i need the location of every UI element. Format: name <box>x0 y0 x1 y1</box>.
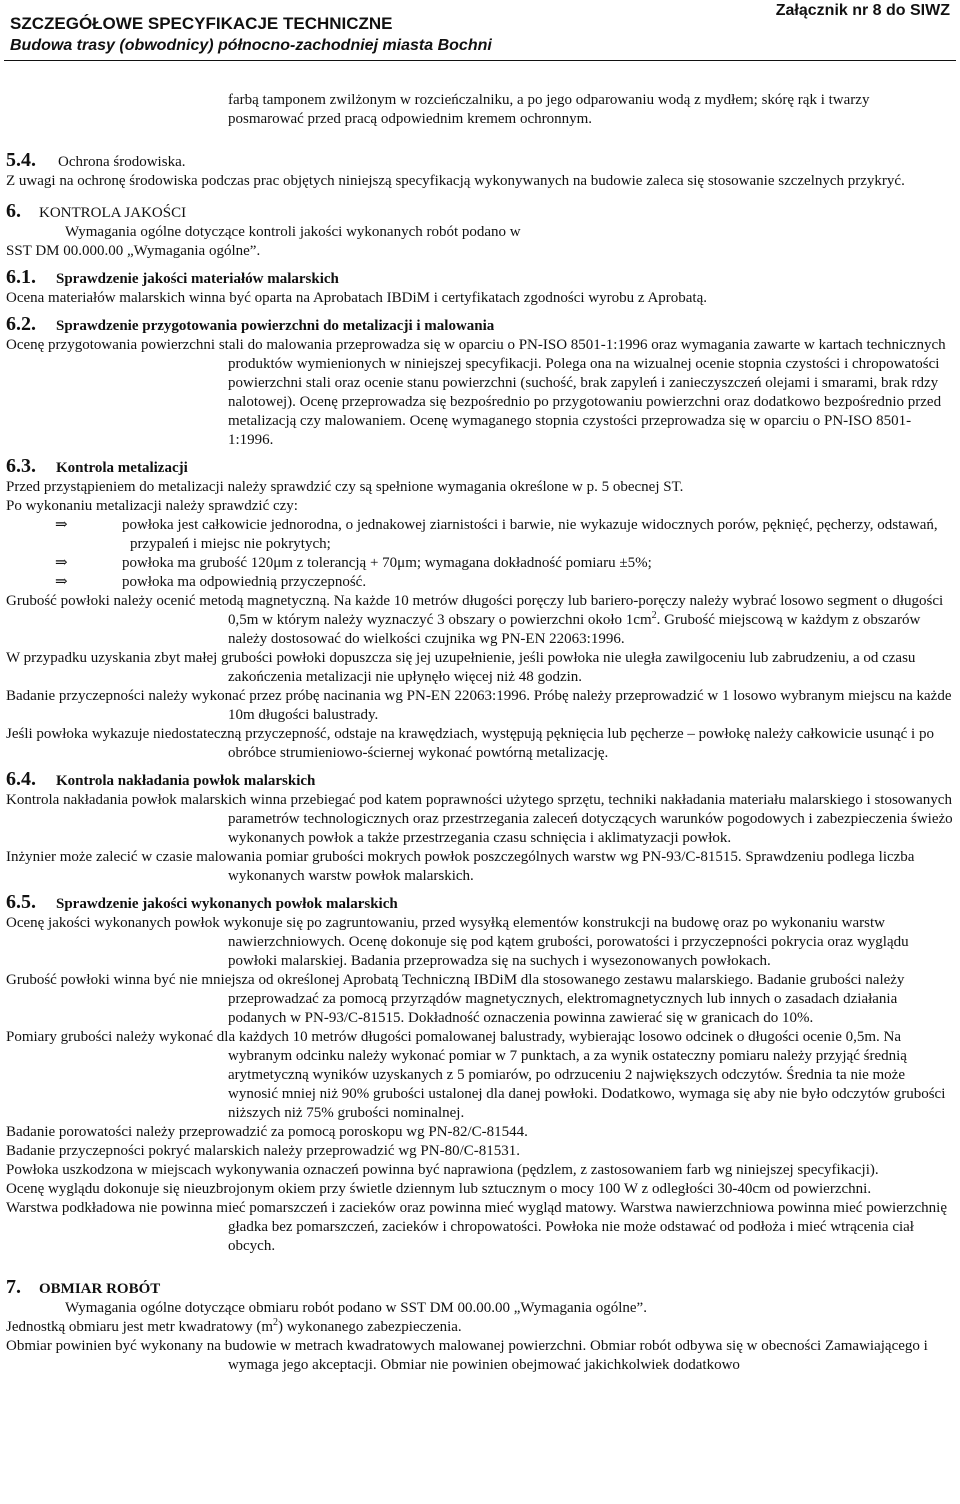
document-title: SZCZEGÓŁOWE SPECYFIKACJE TECHNICZNE <box>10 14 393 33</box>
text-run: . Grubość miejscową w każdym z obszarów należy dostosować do wielkości czujnika wg PN-EN 22063:1996. <box>228 612 921 647</box>
paragraph: Badanie przyczepności należy wykonać przez próbę nacinania wg PN-EN 22063:1996. Próbę należy przeprowadzić w 1 losowo wybranym miejscu na każde 10m długości balustrady. <box>6 688 952 723</box>
document-body <box>6 91 954 1375</box>
paragraph: W przypadku uzyskania zbyt małej grubości powłoki dopuszcza się jej uzupełnienie, jeśli powłoka nie uległa zawilgoceniu lub zabrudzeniu, a od czasu zakończenia metalizacji nie upłynęło więcej niż 48 godzin. <box>6 650 916 685</box>
paragraph: Kontrola nakładania powłok malarskich winna przebiegać pod katem poprawności użytego sprzętu, techniki nakładania materiału malarskiego i stosowanych parametrów technologicznych oraz przestrzegania zaleceń dotyczących warunków pogodowych i zabezpieczenia świeżo wykonanych powłok a także przestrzegania czasu schnięcia i aklimatyzacji powłok. <box>6 792 953 846</box>
section-6-4-heading <box>6 770 954 791</box>
paragraph <box>6 592 954 649</box>
bullet-item <box>6 573 954 592</box>
paragraph: Ocena materiałów malarskich winna być oparta na Aprobatach IBDiM i certyfikatach zgodności wyrobu z Aprobatą. <box>6 290 708 306</box>
paragraph: SST DM 00.000.00 „Wymagania ogólne”. <box>6 243 261 259</box>
intro-line-2: posmarować przed pracą odpowiednim kremem ochronnym. <box>228 111 593 127</box>
section-6-5-heading <box>6 893 954 914</box>
section-title: Sprawdzenie jakości materiałów malarskich <box>56 271 339 287</box>
section-title: KONTROLA JAKOŚCI <box>39 205 187 221</box>
paragraph: Obmiar powinien być wykonany na budowie w metrach kwadratowych malowanej powierzchni. Obmiar robót odbywa się w obecności Zamawiającego i wymaga jego akceptacji. Obmiar nie powinien obejmować jakichkolwiek dodatkowo <box>6 1338 928 1373</box>
bullet-item <box>6 554 954 573</box>
arrow-icon: ⇒ <box>55 574 68 590</box>
paragraph: Warstwa podkładowa nie powinna mieć pomarszczeń i zacieków oraz powinna mieć wygląd matowy. Warstwa nawierzchniowa powinna mieć powierzchnię gładka bez pomarszczeń, zacieków i chropowatości. Powłoka nie może odstawać od podłoża i mieć wtrącenia ciał obcych. <box>6 1200 947 1254</box>
section-number: 6.1. <box>6 266 36 288</box>
paragraph: Przed przystąpieniem do metalizacji należy sprawdzić czy są spełnione wymagania określone w p. 5 obecnej ST. <box>6 479 684 495</box>
paragraph: Inżynier może zalecić w czasie malowania pomiar grubości mokrych powłok poszczególnych warstw wg PN-93/C-81515. Sprawdzeniu podlega liczba wykonanych warstw powłok malarskich. <box>6 849 915 884</box>
paragraph: Powłoka uszkodzona w miejscach wykonywania oznaczeń powinna być naprawiona (pędzlem, z zastosowaniem farb wg niniejszej specyfikacji). <box>6 1162 879 1178</box>
paragraph: Z uwagi na ochronę środowiska podczas prac objętych niniejszą specyfikacją wykonywanych na budowie zaleca się stosowanie szczelnych przykryć. <box>6 173 905 189</box>
superscript: 2 <box>273 1317 279 1328</box>
bullet-text: powłoka ma odpowiednią przyczepność. <box>122 574 367 590</box>
section-6-heading <box>6 202 954 223</box>
paragraph: Wymagania ogólne dotyczące obmiaru robót podano w SST DM 00.00.00 „Wymagania ogólne”. <box>65 1300 647 1316</box>
section-title: Ochrona środowiska. <box>58 154 186 170</box>
section-6-2-heading <box>6 315 954 336</box>
section-5-4-heading <box>6 151 954 172</box>
paragraph: Wymagania ogólne dotyczące kontroli jakości wykonanych robót podano w <box>65 224 521 240</box>
paragraph: Ocenę wyglądu dokonuje się nieuzbrojonym okiem przy świetle dziennym lub sztucznym o mocy 100 W z odległości 30-40cm od powierzchni. <box>6 1181 872 1197</box>
paragraph: Badanie porowatości należy przeprowadzić za pomocą poroskopu wg PN-82/C-81544. <box>6 1124 528 1140</box>
section-title: Kontrola nakładania powłok malarskich <box>56 773 316 789</box>
paragraph: Po wykonaniu metalizacji należy sprawdzić czy: <box>6 498 298 514</box>
section-title: Kontrola metalizacji <box>56 460 188 476</box>
paragraph: Ocenę jakości wykonanych powłok wykonuje się po zagruntowaniu, przed wysyłką elementów konstrukcji na budowę oraz po wykonaniu warstw nawierzchniowych. Ocenę dokonuje się pod kątem grubości, porowatości i przyczepności pokrycia oraz wyglądu powłoki malarskiej. Badania przeprowadza się na suchych i wysezonowanych powłokach. <box>6 915 909 969</box>
bullet-item <box>6 516 954 554</box>
paragraph: Pomiary grubości należy wykonać dla każdych 10 metrów długości pomalowanej balustrady, wybierając losowo odcinek o długości ocenie 0,5m. Na wybranym odcinku należy wykonać pomiar w 7 punktach, a za wynik ostateczny pomiaru należy przyjąć średnią arytmetyczną wyników uzyskanych z 5 pomiarów, po odrzuceniu 2 największych odczytów. Średnia ta nie może wynosić mniej niż 90% grubości ustalonej dla danej powłoki. Dodatkowo, wymaga się aby nie było odczytów grubości niższych niż 75% grubości nominalnej. <box>6 1029 946 1121</box>
arrow-icon: ⇒ <box>55 517 68 533</box>
paragraph: Grubość powłoki winna być nie mniejsza od określonej Aprobatą Techniczną IBDiM dla stosowanego zestawu malarskiego. Badanie grubości należy przeprowadzać za pomocą przyrządów magnetycznych, elektromagnetycznych lub innych o zasadach działania podanych w PN-93/C-81515. Dokładność oznaczenia powinna zawierać się w granicach do 10%. <box>6 972 905 1026</box>
section-number: 5.4. <box>6 149 36 171</box>
text-run: Jednostką obmiaru jest metr kwadratowy (m <box>6 1319 274 1335</box>
section-number: 7. <box>6 1276 21 1298</box>
section-title: OBMIAR ROBÓT <box>39 1281 161 1297</box>
section-number: 6.4. <box>6 768 36 790</box>
section-number: 6.2. <box>6 313 36 335</box>
text-run: ) wykonanego zabezpieczenia. <box>278 1319 462 1335</box>
section-6-1-heading <box>6 268 954 289</box>
section-number: 6. <box>6 200 21 222</box>
paragraph: Ocenę przygotowania powierzchni stali do malowania przeprowadza się w oparciu o PN-ISO 8501-1:1996 oraz wymagania zawarte w kartach technicznych produktów wymienionych w niniejszej specyfikacji. Polega ona na wizualnej ocenie stopnia czystości i chropowatości powierzchni stali oraz ocenie stanu powierzchni (suchość, brak zapyleń i zanieczyszczeń olejami i smarami, brak rdzy nalotowej). Ocenę przeprowadza się bezpośrednio po przygotowaniu powierzchni oraz dodatkowo bezpośrednio przed metalizacją czy malowaniem. Ocenę wymaganego stopnia czystości przeprowadza się w oparciu o PN-ISO 8501-1:1996. <box>6 337 946 448</box>
section-title: Sprawdzenie jakości wykonanych powłok malarskich <box>56 896 398 912</box>
paragraph: Jeśli powłoka wykazuje niedostateczną przyczepność, odstaje na krawędziach, występują pęknięcia lub pęcherze – powłokę należy całkowicie usunąć i po obróbce strumieniowo-ściernej wykonać powtórną metalizację. <box>6 726 934 761</box>
paragraph: Badanie przyczepności pokryć malarskich należy przeprowadzić wg PN-80/C-81531. <box>6 1143 520 1159</box>
document-subtitle: Budowa trasy (obwodnicy) północno-zachodniej miasta Bochni <box>10 37 492 54</box>
section-6-3-heading <box>6 457 954 478</box>
bullet-text: powłoka jest całkowicie jednorodna, o jednakowej ziarnistości i barwie, nie wykazuje widocznych porów, pęknięć, pęcherzy, odstawań, przypaleń i miejsc nie pokrytych; <box>122 517 938 552</box>
paragraph <box>6 1318 954 1337</box>
section-7-heading <box>6 1278 954 1299</box>
superscript: 2 <box>651 610 657 621</box>
header-rule <box>4 60 956 61</box>
bullet-text: powłoka ma grubość 120μm z tolerancją + 70μm; wymagana dokładność pomiaru ±5%; <box>122 555 652 571</box>
intro-line-1: farbą tamponem zwilżonym w rozcieńczalniku, a po jego odparowaniu wodą z mydłem; skórę rąk i twarzy <box>228 92 870 108</box>
section-title: Sprawdzenie przygotowania powierzchni do metalizacji i malowania <box>56 318 495 334</box>
arrow-icon: ⇒ <box>55 555 68 571</box>
section-number: 6.5. <box>6 891 36 913</box>
text-run: Grubość powłoki należy ocenić metodą magnetyczną. Na każde 10 metrów długości poręczy lub bariero-poręczy należy wybrać losowo segment o długości 0,5m w którym należy wyznaczyć 3 obszary o powierzchni około 1cm <box>6 593 944 628</box>
section-number: 6.3. <box>6 455 36 477</box>
annex-label: Załącznik nr 8 do SIWZ <box>775 2 950 19</box>
